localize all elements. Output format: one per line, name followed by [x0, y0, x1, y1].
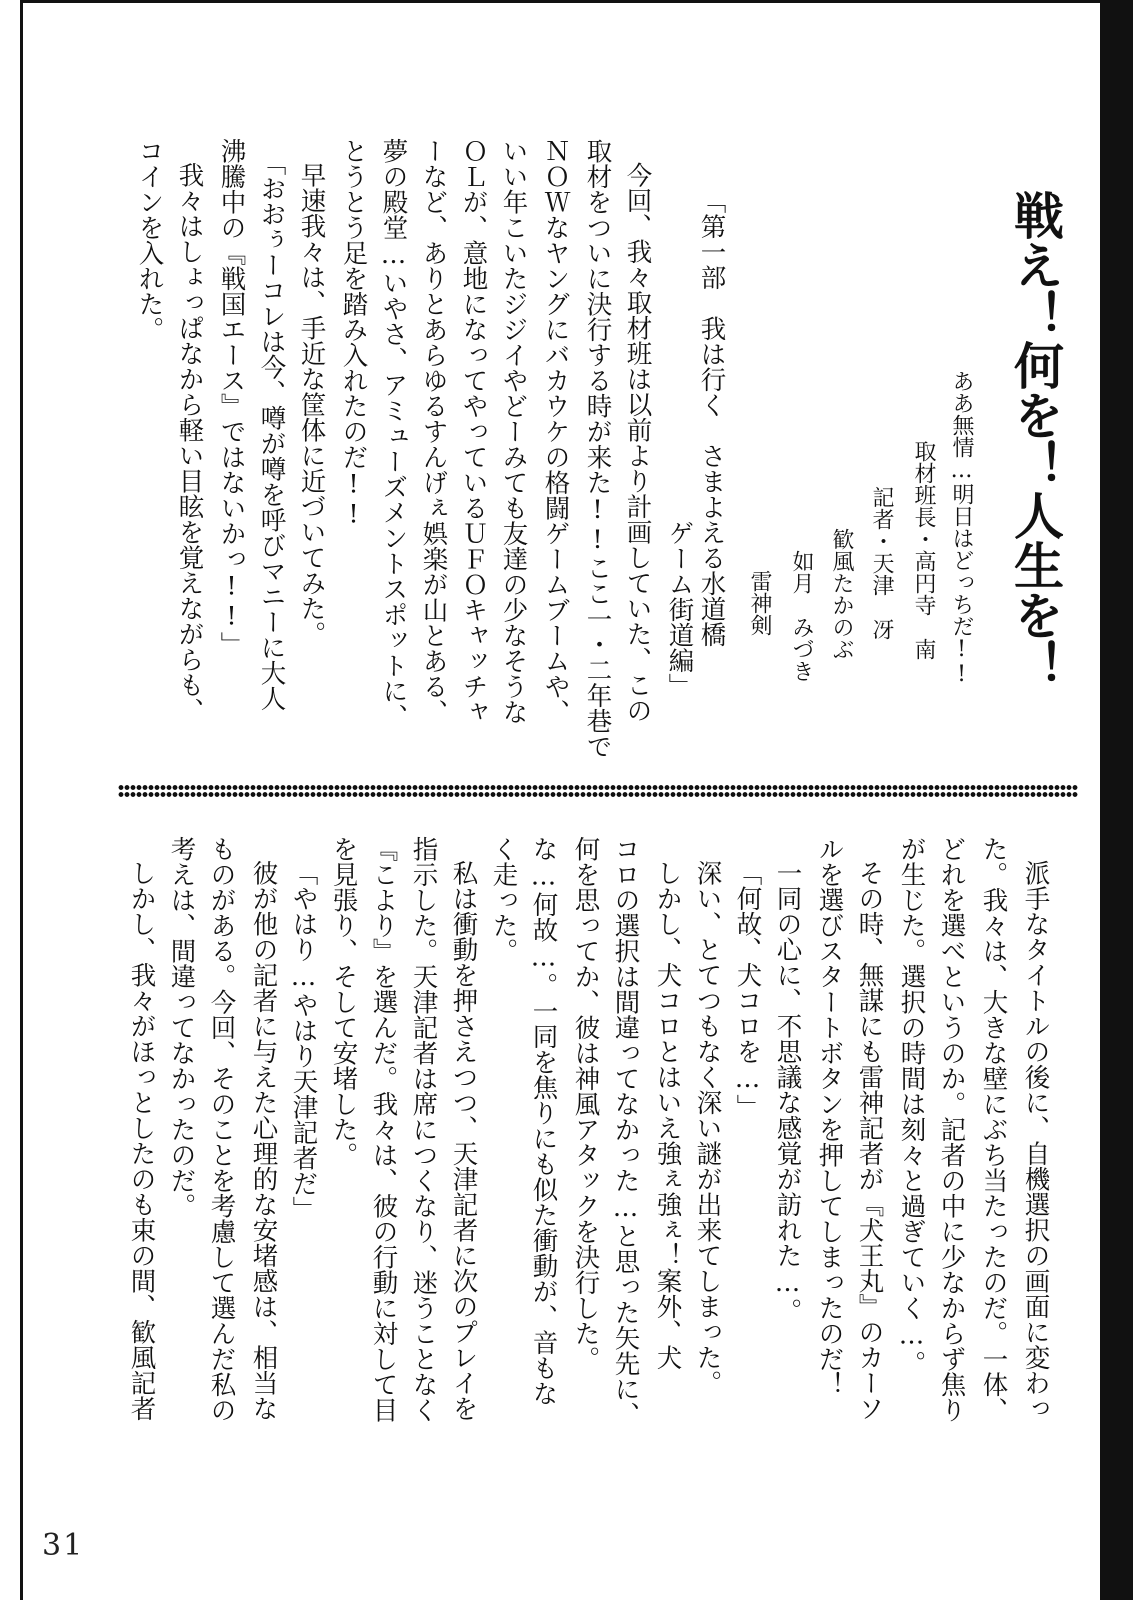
text-column: ーなど、ありとあらゆるすんげぇ娯楽が山とある、 — [418, 138, 449, 725]
text-column: 私は衝動を押さえつつ、天津記者に次のプレイを — [448, 860, 479, 1421]
text-column: 今回、我々取材班は以前より計画していた、この — [622, 162, 653, 723]
text-column: が生じた。選択の時間は刻々と過ぎていく…。 — [896, 836, 927, 1376]
staff-credit: 如月 みづき — [789, 550, 814, 682]
text-column: ＮＯＷなヤングにバカウケの格闘ゲームブームや、 — [540, 138, 571, 725]
text-column: く走った。 — [488, 836, 519, 964]
text-column: 指示した。天津記者は席につくなり、迷うことなく — [408, 836, 439, 1423]
staff-credit: 記者・天津 冴 — [869, 486, 894, 640]
text-column: 考えは、間違ってなかったのだ。 — [166, 836, 197, 1219]
text-column: その時、無謀にも雷神記者が『犬王丸』のカーソ — [854, 860, 885, 1421]
text-column: 「何故、犬コロを…」 — [732, 860, 763, 1120]
scan-edge-top — [22, 0, 1102, 3]
section-divider — [118, 784, 1078, 798]
text-column: 沸騰中の『戦国エース』ではないかっ!!」 — [216, 138, 247, 657]
text-column: 何を思ってか、彼は神風アタックを決行した。 — [570, 836, 601, 1372]
text-column: 『こより』を選んだ。我々は、彼の行動に対して目 — [368, 836, 399, 1423]
text-column: 「やはり…やはり天津記者だ」 — [288, 860, 319, 1222]
text-column: 派手なタイトルの後に、自機選択の画面に変わっ — [1020, 860, 1051, 1421]
text-column: どれを選べというのか。記者の中に少なからず焦り — [936, 836, 967, 1423]
text-column: ＯＬが、意地になってやっているＵＦＯキャッチャ — [458, 138, 489, 725]
text-column: しかし、我々がほっとしたのも束の間、歓風記者 — [126, 860, 157, 1421]
article-subtitle: ああ無情…明日はどっちだ!! — [949, 370, 974, 687]
text-column: ルを選びスタートボタンを押してしまったのだ！ — [814, 836, 845, 1397]
article-title: 戦え！何を！人生を！ — [1006, 190, 1065, 690]
text-column: 我々はしょっぱなから軽い目眩を覚えながらも、 — [174, 162, 205, 723]
text-column: コインを入れた。 — [134, 138, 165, 342]
text-column: 一同の心に、不思議な感覚が訪れた…。 — [772, 860, 803, 1324]
text-column: いい年こいたジジイやどーみても友達の少なそうな — [498, 138, 529, 725]
text-column: コロの選択は間違ってなかった…と思った矢先に、 — [610, 836, 641, 1427]
scan-edge-left — [20, 0, 23, 1600]
page-number: 31 — [42, 1528, 85, 1563]
text-column: た。我々は、大きな壁にぶち当たったのだ。一体、 — [978, 836, 1009, 1423]
text-column: 夢の殿堂…いやさ、アミューズメントスポットに、 — [378, 138, 409, 729]
staff-credit: 雷神剣 — [747, 570, 772, 636]
text-column: とうとう足を踏み入れたのだ!! — [338, 138, 369, 530]
text-column: 「おおぅーコレは今、噂が噂を呼びマニーに大人 — [256, 150, 287, 711]
text-column: ものがある。今回、そのことを考慮して選んだ私の — [206, 836, 237, 1423]
text-column: しかし、犬コロとはいえ強ぇ強ぇ！案外、犬 — [652, 860, 683, 1370]
staff-credit: 歓風たかのぶ — [829, 528, 854, 660]
scan-edge-right — [1100, 0, 1133, 1600]
text-column: を見張り、そして安堵した。 — [328, 836, 359, 1168]
text-column: 「第一部 我は行く さまよえる水道橋 — [696, 188, 727, 647]
text-column: 取材をついに決行する時が来た!!ここ一・二年巷で — [582, 138, 613, 759]
text-column: 彼が他の記者に与えた心理的な安堵感は、相当な — [248, 860, 279, 1421]
staff-credit: 取材班長・高円寺 南 — [911, 440, 936, 660]
text-column: ゲーム街道編」 — [664, 520, 695, 699]
text-column: な…何故…。一同を焦りにも似た衝動が、音もな — [528, 836, 559, 1406]
text-column: 早速我々は、手近な筐体に近づいてみた。 — [296, 162, 327, 647]
text-column: 深い、とてつもなく深い謎が出来てしまった。 — [692, 860, 723, 1396]
